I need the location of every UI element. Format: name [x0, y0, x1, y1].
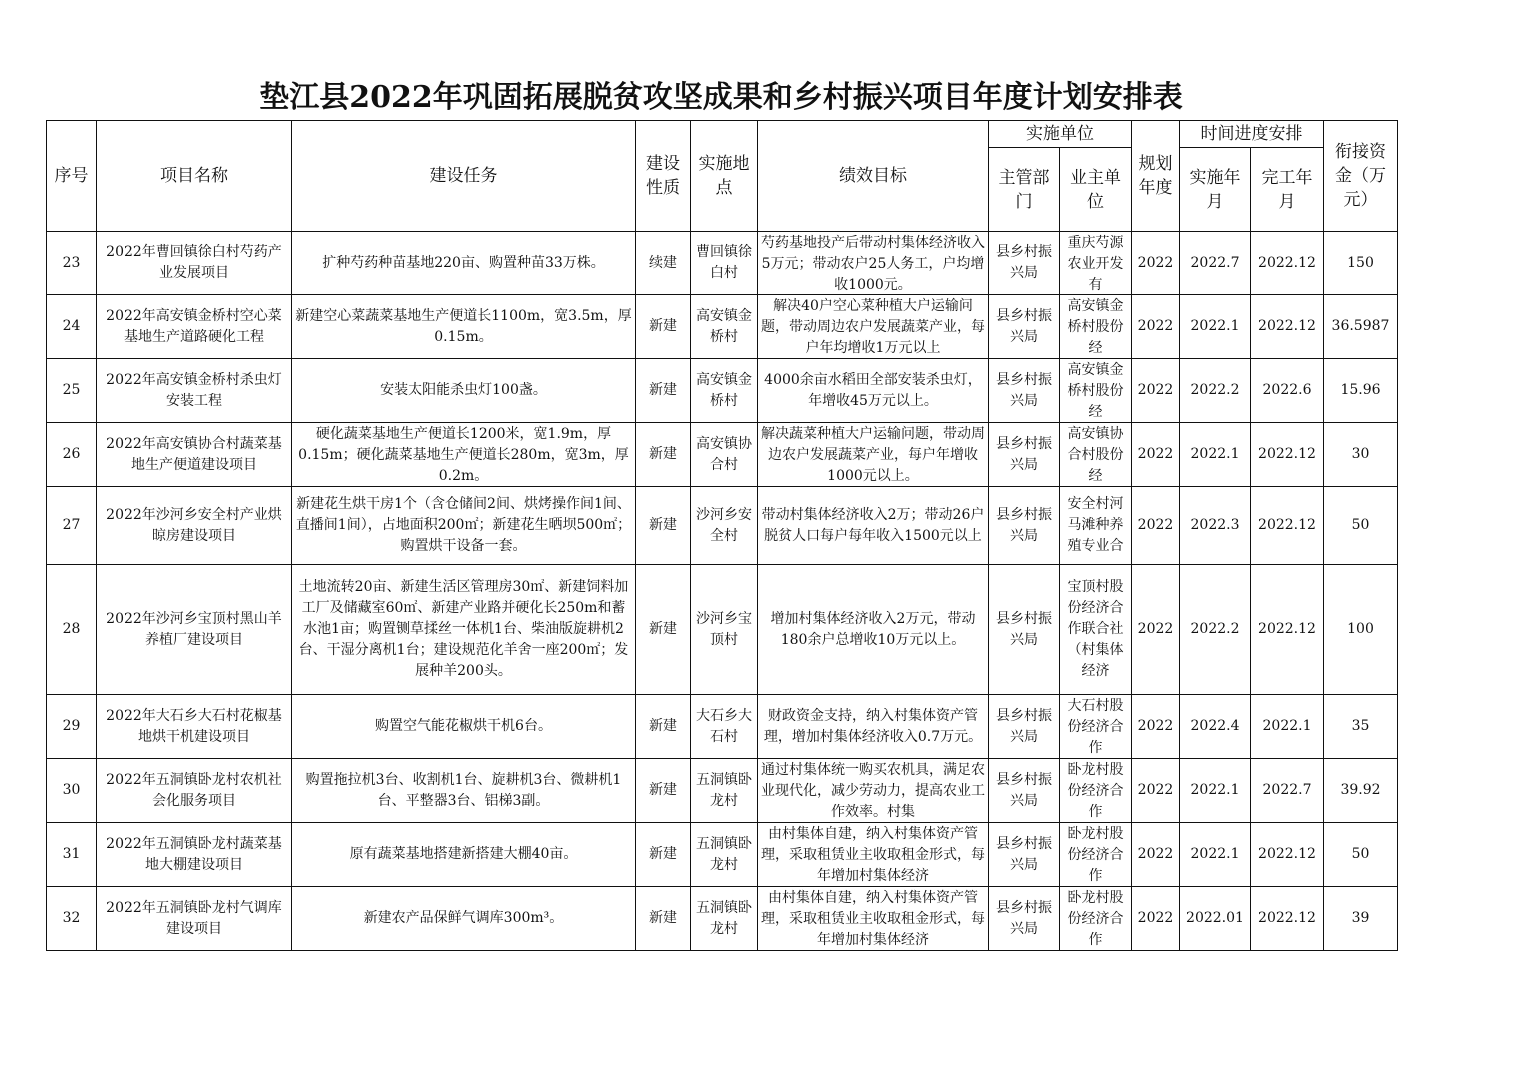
cell-task — [292, 565, 636, 695]
cell-start — [1180, 232, 1251, 295]
cell-seq-text: 23 — [62, 254, 81, 271]
cell-fund-text: 35 — [1351, 718, 1370, 734]
cell-nature — [636, 359, 691, 423]
project-plan-table — [46, 120, 1398, 951]
cell-seq — [47, 359, 97, 423]
cell-year — [1132, 823, 1180, 887]
cell-owner — [1060, 565, 1132, 695]
cell-task-text: 新建空心菜蔬菜基地生产便道长1100m，宽3.5m，厚0.15m。 — [295, 307, 632, 345]
cell-task-text: 扩种芍药种苗基地220亩、购置种苗33万株。 — [322, 254, 605, 271]
cell-task — [292, 487, 636, 565]
cell-dept-text: 县乡村振兴局 — [996, 244, 1052, 281]
table-row — [47, 232, 1398, 295]
cell-seq-text: 30 — [62, 782, 81, 798]
cell-task — [292, 232, 636, 295]
cell-year-text: 2022 — [1137, 318, 1174, 334]
cell-target — [758, 232, 989, 295]
cell-dept — [989, 232, 1060, 295]
cell-dept-text: 县乡村振兴局 — [996, 435, 1052, 473]
cell-dept — [989, 759, 1060, 823]
cell-place — [691, 695, 758, 759]
cell-seq-text: 27 — [62, 517, 81, 533]
cell-dept-text: 县乡村振兴局 — [996, 771, 1052, 809]
cell-seq — [47, 295, 97, 359]
cell-owner-text: 大石村股份经济合作 — [1067, 697, 1124, 756]
cell-owner — [1060, 887, 1132, 951]
cell-finish — [1251, 565, 1324, 695]
cell-fund-text: 50 — [1351, 846, 1370, 862]
table-row — [47, 359, 1398, 423]
cell-dept-text: 县乡村振兴局 — [996, 610, 1052, 648]
cell-dept — [989, 695, 1060, 759]
cell-owner — [1060, 487, 1132, 565]
cell-seq — [47, 565, 97, 695]
cell-year-text: 2022 — [1137, 446, 1174, 462]
cell-owner-text: 卧龙村股份经济合作 — [1067, 889, 1124, 948]
cell-finish-text: 2022.12 — [1258, 621, 1316, 637]
table-row — [47, 565, 1398, 695]
cell-dept-text: 县乡村振兴局 — [996, 307, 1052, 345]
cell-place-text: 高安镇协合村 — [696, 435, 752, 473]
cell-place — [691, 823, 758, 887]
header-fund: 衔接资金（万元） — [1324, 121, 1398, 232]
cell-name — [97, 823, 292, 887]
cell-seq-text: 29 — [62, 718, 81, 734]
cell-nature-text: 新建 — [649, 318, 677, 334]
cell-name — [97, 695, 292, 759]
cell-target-text: 解决40户空心菜种植大户运输问题，带动周边农户发展蔬菜产业，每户年均增收1万元以上 — [761, 297, 985, 356]
cell-start-text: 2022.1 — [1190, 846, 1240, 862]
cell-year — [1132, 759, 1180, 823]
cell-year-text: 2022 — [1137, 621, 1174, 637]
cell-name-text: 2022年五洞镇卧龙村农机社会化服务项目 — [106, 771, 282, 809]
cell-year — [1132, 423, 1180, 487]
cell-start — [1180, 759, 1251, 823]
cell-seq-text: 31 — [62, 846, 81, 862]
cell-seq — [47, 423, 97, 487]
cell-year — [1132, 232, 1180, 295]
cell-year-text: 2022 — [1137, 517, 1174, 533]
cell-start-text: 2022.7 — [1190, 254, 1240, 271]
cell-finish-text: 2022.12 — [1258, 517, 1316, 533]
cell-seq — [47, 487, 97, 565]
cell-place — [691, 359, 758, 423]
cell-place — [691, 423, 758, 487]
cell-task — [292, 823, 636, 887]
cell-start — [1180, 487, 1251, 565]
cell-target — [758, 359, 989, 423]
cell-nature-text: 续建 — [649, 254, 677, 271]
page-title: 垫江县2022年巩固拓展脱贫攻坚成果和乡村振兴项目年度计划安排表 — [259, 80, 1183, 115]
cell-nature — [636, 295, 691, 359]
cell-dept-text: 县乡村振兴局 — [996, 371, 1052, 409]
cell-finish-text: 2022.7 — [1262, 782, 1312, 798]
cell-target — [758, 887, 989, 951]
cell-target — [758, 487, 989, 565]
cell-name — [97, 759, 292, 823]
cell-start-text: 2022.01 — [1186, 910, 1244, 926]
cell-fund — [1324, 887, 1398, 951]
cell-nature — [636, 823, 691, 887]
table-row — [47, 423, 1398, 487]
cell-finish — [1251, 359, 1324, 423]
cell-start-text: 2022.2 — [1190, 621, 1240, 637]
cell-nature — [636, 887, 691, 951]
cell-owner — [1060, 359, 1132, 423]
cell-dept — [989, 487, 1060, 565]
cell-dept — [989, 887, 1060, 951]
cell-fund-text: 39 — [1351, 910, 1370, 926]
cell-fund — [1324, 232, 1398, 295]
cell-start-text: 2022.2 — [1190, 382, 1240, 398]
header-target: 绩效目标 — [758, 121, 989, 232]
cell-start — [1180, 695, 1251, 759]
cell-fund — [1324, 487, 1398, 565]
cell-target-text: 由村集体自建，纳入村集体资产管理，采取租赁业主收取租金形式，每年增加村集体经济 — [761, 889, 985, 948]
cell-target — [758, 823, 989, 887]
header-seq: 序号 — [47, 121, 97, 232]
cell-place-text: 高安镇金桥村 — [696, 371, 752, 409]
cell-fund — [1324, 423, 1398, 487]
cell-dept — [989, 565, 1060, 695]
header-nature: 建设性质 — [636, 121, 691, 232]
cell-place — [691, 295, 758, 359]
cell-finish — [1251, 487, 1324, 565]
header-dept: 主管部门 — [989, 148, 1060, 232]
cell-target-text: 增加村集体经济收入2万元，带动180余户总增收10万元以上。 — [770, 610, 976, 648]
cell-task — [292, 423, 636, 487]
cell-place — [691, 759, 758, 823]
cell-finish — [1251, 423, 1324, 487]
cell-target — [758, 695, 989, 759]
cell-finish — [1251, 823, 1324, 887]
cell-finish-text: 2022.1 — [1262, 718, 1312, 734]
cell-task-text: 硬化蔬菜基地生产便道长1200米，宽1.9m，厚0.15m；硬化蔬菜基地生产便道长280m，宽3m，厚0.2m。 — [298, 425, 629, 484]
cell-place-text: 五洞镇卧龙村 — [696, 899, 752, 937]
cell-task — [292, 887, 636, 951]
table-row — [47, 695, 1398, 759]
cell-fund — [1324, 823, 1398, 887]
cell-target-text: 由村集体自建，纳入村集体资产管理，采取租赁业主收取租金形式，每年增加村集体经济 — [761, 825, 985, 884]
cell-year — [1132, 565, 1180, 695]
cell-place-text: 沙河乡宝顶村 — [696, 610, 752, 648]
cell-name — [97, 423, 292, 487]
cell-seq-text: 32 — [62, 910, 81, 926]
cell-nature-text: 新建 — [649, 718, 677, 734]
header-unit-group: 实施单位 — [989, 121, 1132, 148]
cell-dept — [989, 823, 1060, 887]
cell-finish — [1251, 695, 1324, 759]
cell-owner-text: 宝顶村股份经济合作联合社（村集体经济 — [1067, 579, 1124, 679]
header-task: 建设任务 — [292, 121, 636, 232]
cell-fund-text: 30 — [1351, 446, 1370, 462]
cell-target — [758, 759, 989, 823]
table-row — [47, 295, 1398, 359]
cell-seq-text: 28 — [62, 621, 81, 637]
cell-target-text: 通过村集体统一购买农机具，满足农业现代化，减少劳动力，提高农业工作效率。村集 — [761, 761, 985, 820]
cell-fund — [1324, 359, 1398, 423]
cell-place-text: 五洞镇卧龙村 — [696, 835, 752, 873]
cell-name-text: 2022年高安镇金桥村空心菜基地生产道路硬化工程 — [106, 307, 282, 345]
cell-target-text: 带动村集体经济收入2万；带动26户脱贫人口每户每年收入1500元以上 — [761, 506, 985, 544]
header-start: 实施年月 — [1180, 148, 1251, 232]
cell-seq — [47, 887, 97, 951]
cell-start-text: 2022.4 — [1190, 718, 1240, 734]
cell-name — [97, 887, 292, 951]
cell-task — [292, 359, 636, 423]
cell-fund-text: 15.96 — [1340, 382, 1381, 398]
cell-dept-text: 县乡村振兴局 — [996, 835, 1052, 873]
cell-nature — [636, 423, 691, 487]
cell-fund — [1324, 295, 1398, 359]
cell-place-text: 大石乡大石村 — [696, 707, 752, 745]
cell-finish-text: 2022.6 — [1262, 382, 1312, 398]
cell-place-text: 五洞镇卧龙村 — [696, 771, 752, 809]
cell-finish-text: 2022.12 — [1258, 254, 1316, 271]
cell-task — [292, 695, 636, 759]
cell-place-text: 沙河乡安全村 — [696, 506, 752, 544]
table-row — [47, 823, 1398, 887]
cell-finish — [1251, 295, 1324, 359]
cell-target-text: 财政资金支持，纳入村集体资产管理，增加村集体经济收入0.7万元。 — [763, 707, 983, 745]
cell-year-text: 2022 — [1137, 718, 1174, 734]
cell-place — [691, 887, 758, 951]
cell-dept-text: 县乡村振兴局 — [996, 506, 1052, 544]
cell-place — [691, 565, 758, 695]
cell-dept — [989, 295, 1060, 359]
cell-start-text: 2022.1 — [1190, 318, 1240, 334]
cell-finish — [1251, 887, 1324, 951]
header-owner: 业主单位 — [1060, 148, 1132, 232]
cell-start — [1180, 823, 1251, 887]
cell-nature — [636, 232, 691, 295]
cell-name — [97, 295, 292, 359]
cell-owner — [1060, 423, 1132, 487]
cell-dept — [989, 359, 1060, 423]
cell-name-text: 2022年沙河乡宝顶村黑山羊养植厂建设项目 — [106, 610, 282, 648]
cell-task — [292, 759, 636, 823]
cell-nature-text: 新建 — [649, 517, 677, 533]
cell-year-text: 2022 — [1137, 254, 1174, 271]
cell-year-text: 2022 — [1137, 782, 1174, 798]
cell-start — [1180, 565, 1251, 695]
cell-target-text: 4000余亩水稻田全部安装杀虫灯，年增收45万元以上。 — [764, 371, 982, 409]
cell-name-text: 2022年曹回镇徐白村芍药产业发展项目 — [106, 244, 282, 281]
cell-task-text: 购置空气能花椒烘干机6台。 — [375, 718, 552, 734]
table-body — [47, 232, 1398, 951]
cell-dept-text: 县乡村振兴局 — [996, 899, 1052, 937]
cell-seq — [47, 695, 97, 759]
cell-start — [1180, 295, 1251, 359]
cell-name-text: 2022年五洞镇卧龙村蔬菜基地大棚建设项目 — [106, 835, 282, 873]
cell-owner — [1060, 232, 1132, 295]
cell-fund — [1324, 759, 1398, 823]
cell-nature — [636, 487, 691, 565]
cell-owner — [1060, 759, 1132, 823]
cell-task — [292, 295, 636, 359]
cell-owner — [1060, 295, 1132, 359]
cell-seq-text: 24 — [62, 318, 81, 334]
cell-nature — [636, 565, 691, 695]
cell-nature-text: 新建 — [649, 910, 677, 926]
cell-nature — [636, 695, 691, 759]
table-row — [47, 487, 1398, 565]
cell-owner — [1060, 695, 1132, 759]
cell-year — [1132, 695, 1180, 759]
cell-nature-text: 新建 — [649, 782, 677, 798]
cell-name — [97, 359, 292, 423]
cell-name-text: 2022年高安镇金桥村杀虫灯安装工程 — [106, 371, 282, 409]
cell-year — [1132, 295, 1180, 359]
cell-fund-text: 150 — [1347, 254, 1374, 271]
cell-owner — [1060, 823, 1132, 887]
cell-finish — [1251, 232, 1324, 295]
cell-year-text: 2022 — [1137, 910, 1174, 926]
cell-task-text: 原有蔬菜基地搭建新搭建大棚40亩。 — [349, 846, 578, 862]
cell-year — [1132, 887, 1180, 951]
cell-fund-text: 50 — [1351, 517, 1370, 533]
cell-fund-text: 100 — [1347, 621, 1374, 637]
cell-owner-text: 安全村河马滩种养殖专业合 — [1067, 496, 1124, 554]
cell-fund-text: 36.5987 — [1331, 318, 1390, 334]
cell-owner-text: 高安镇协合村股份经 — [1067, 425, 1124, 484]
cell-task-text: 土地流转20亩、新建生活区管理房30㎡、新建饲料加工厂及储藏室60㎡、新建产业路并硬化长250m和蓄水池1亩；购置铡草揉丝一体机1台、柴油版旋耕机2台、干湿分离机1台；建设规范化羊舍一座200㎡；发展种羊200头。 — [298, 579, 629, 679]
cell-start — [1180, 423, 1251, 487]
cell-seq — [47, 232, 97, 295]
cell-place-text: 高安镇金桥村 — [696, 307, 752, 345]
cell-nature — [636, 759, 691, 823]
cell-fund-text: 39.92 — [1340, 782, 1381, 798]
cell-dept-text: 县乡村振兴局 — [996, 707, 1052, 745]
cell-start-text: 2022.1 — [1190, 782, 1240, 798]
cell-owner-text: 高安镇金桥村股份经 — [1067, 361, 1124, 420]
cell-dept — [989, 423, 1060, 487]
cell-start — [1180, 887, 1251, 951]
header-name: 项目名称 — [97, 121, 292, 232]
cell-name — [97, 487, 292, 565]
cell-start-text: 2022.1 — [1190, 446, 1240, 462]
header-plan-year: 规划年度 — [1132, 121, 1180, 232]
cell-year — [1132, 487, 1180, 565]
cell-task-text: 新建农产品保鲜气调库300m³。 — [363, 910, 564, 926]
cell-fund — [1324, 695, 1398, 759]
cell-name — [97, 232, 292, 295]
cell-task-text: 购置拖拉机3台、收割机1台、旋耕机3台、微耕机1台、平整器3台、铝梯3副。 — [305, 771, 622, 809]
cell-owner-text: 高安镇金桥村股份经 — [1067, 297, 1124, 356]
cell-owner-text: 卧龙村股份经济合作 — [1067, 761, 1124, 820]
cell-target-text: 芍药基地投产后带动村集体经济收入5万元；带动农户25人务工，户均增收1000元。 — [761, 234, 985, 293]
header-time-group: 时间进度安排 — [1180, 121, 1324, 148]
cell-start — [1180, 359, 1251, 423]
cell-finish-text: 2022.12 — [1258, 910, 1316, 926]
table-row — [47, 887, 1398, 951]
cell-name-text: 2022年大石乡大石村花椒基地烘干机建设项目 — [106, 707, 282, 745]
cell-place — [691, 232, 758, 295]
cell-seq — [47, 759, 97, 823]
cell-target — [758, 295, 989, 359]
cell-seq — [47, 823, 97, 887]
cell-year — [1132, 359, 1180, 423]
cell-owner-text: 重庆芍源农业开发有 — [1067, 234, 1124, 293]
cell-place-text: 曹回镇徐白村 — [696, 244, 752, 281]
cell-fund — [1324, 565, 1398, 695]
cell-start-text: 2022.3 — [1190, 517, 1240, 533]
cell-nature-text: 新建 — [649, 846, 677, 862]
cell-year-text: 2022 — [1137, 846, 1174, 862]
cell-name-text: 2022年沙河乡安全村产业烘晾房建设项目 — [106, 506, 282, 544]
header-place: 实施地点 — [691, 121, 758, 232]
cell-name — [97, 565, 292, 695]
cell-finish-text: 2022.12 — [1258, 846, 1316, 862]
cell-finish-text: 2022.12 — [1258, 446, 1316, 462]
cell-target-text: 解决蔬菜种植大户运输问题，带动周边农户发展蔬菜产业，每户年增收1000元以上。 — [761, 425, 985, 484]
header-finish: 完工年月 — [1251, 148, 1324, 232]
cell-nature-text: 新建 — [649, 621, 677, 637]
cell-year-text: 2022 — [1137, 382, 1174, 398]
cell-target — [758, 423, 989, 487]
cell-task-text: 新建花生烘干房1个（含仓储间2间、烘烤操作间1间、直播间1间），占地面积200㎡；新建花生晒坝500㎡；购置烘干设备一套。 — [295, 496, 632, 554]
cell-seq-text: 25 — [62, 382, 81, 398]
cell-finish-text: 2022.12 — [1258, 318, 1316, 334]
cell-target — [758, 565, 989, 695]
cell-nature-text: 新建 — [649, 382, 677, 398]
cell-place — [691, 487, 758, 565]
cell-task-text: 安装太阳能杀虫灯100盏。 — [380, 382, 547, 398]
cell-name-text: 2022年五洞镇卧龙村气调库建设项目 — [106, 899, 282, 937]
cell-finish — [1251, 759, 1324, 823]
table-row — [47, 759, 1398, 823]
cell-name-text: 2022年高安镇协合村蔬菜基地生产便道建设项目 — [106, 435, 282, 473]
cell-owner-text: 卧龙村股份经济合作 — [1067, 825, 1124, 884]
cell-seq-text: 26 — [62, 446, 81, 462]
cell-nature-text: 新建 — [649, 446, 677, 462]
